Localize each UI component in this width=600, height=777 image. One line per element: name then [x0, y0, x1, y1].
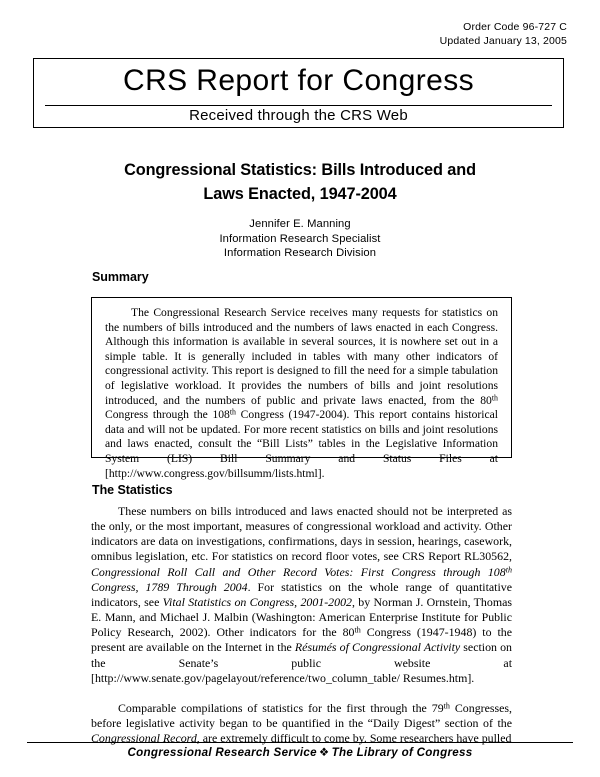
para2-text-3: are extremely difficult to come by. Some researchers have pulled [199, 731, 512, 746]
footer-left-text: Congressional Research Service [127, 746, 317, 759]
crs-banner-subtitle: Received through the CRS Web [189, 107, 408, 124]
summary-text-part-1: The Congressional Research Service receives many requests for statistics on the numbers of bills introduced and the numbers of laws enacted in each Congress. Although this information is available in several sources, it is nowhere set out in a simple table. It is generally included in tables with many other indicators of congressional activity. This report is designed to fill the need for a simple tabulation of legislative workload. It provides the numbers of bills and joint resolutions introduced, and the numbers of public and private laws enacted, from the 80 [105, 306, 498, 407]
summary-text-part-2: Congress through the 108 [105, 408, 230, 422]
summary-text-part-3: Congress (1947-2004). This report contains historical data and will not be updated. For more recent statistics on bills and joint resolutions and laws enacted, consult the “Bill Lists” tables in the Legislative Information System (LIS) Bill Summary and Status Files at [http://www.congress.gov/billsumm/lists.html]. [105, 408, 498, 480]
author-division: Information Research Division [223, 247, 377, 259]
page-title [70, 158, 530, 206]
statistics-heading: The Statistics [92, 483, 173, 497]
para1-text-3: , by Norman J. Ornstein, Thomas E. Mann, and Michael J. Malbin (Washington: American Enterprise Institute for Public Policy Research, 2002). Other indicators for the 80 [91, 594, 512, 640]
para1-citation-4: Résumés of Congressional Activity [294, 640, 461, 655]
para1-text-4: Congress (1947-1948) to the present are available on the Internet in the [91, 625, 512, 655]
para2-superscript-1: th [443, 701, 450, 711]
byline [0, 217, 600, 261]
diamond-icon: ❖ [318, 746, 330, 759]
summary-text [105, 306, 498, 481]
para1-text-2: . For statistics on the whole range of quantitative indicators, see [91, 579, 512, 609]
para1-superscript-1: th [505, 565, 512, 575]
updated-date: Updated January 13, 2005 [439, 35, 567, 47]
para2-citation-1: Congressional Record, [91, 731, 200, 746]
body-paragraph-1 [91, 504, 512, 686]
page-title-line-2: Laws Enacted, 1947-2004 [203, 185, 397, 203]
para1-citation-2: Congress, 1789 Through 2004 [91, 579, 248, 594]
para1-citation-3: Vital Statistics on Congress, 2001-2002 [162, 594, 352, 609]
body-paragraph-2 [91, 701, 512, 746]
para1-citation-1: Congressional Roll Call and Other Record Votes: First Congress through 108 [91, 564, 506, 579]
author-role: Information Research Specialist [219, 232, 381, 245]
crs-banner-title: CRS Report for Congress [123, 64, 474, 97]
author-name: Jennifer E. Manning [249, 218, 351, 230]
footer-divider [27, 742, 573, 743]
summary-heading: Summary [92, 270, 149, 284]
footer-right-text: The Library of Congress [331, 746, 473, 759]
order-code: Order Code 96-727 C [463, 21, 567, 33]
page-title-line-1: Congressional Statistics: Bills Introduced and [124, 161, 476, 179]
para1-text-5: section on the Senate’s public website at [http://www.senate.gov/pagelayout/reference/two_column_table/ Resumes.htm]. [91, 640, 512, 685]
summary-box [91, 297, 512, 480]
summary-superscript-1: th [491, 393, 498, 403]
para2-text-1: Comparable compilations of statistics for the first through the 79 [118, 701, 444, 715]
crs-banner [33, 58, 564, 128]
order-code-block [440, 20, 567, 48]
page-footer [0, 745, 600, 761]
para2-text-2: Congresses, before legislative activity began to be quantified in the “Daily Digest” section of the [91, 701, 513, 731]
para1-text-1: These numbers on bills introduced and laws enacted should not be interpreted as the only, or the most important, measures of congressional workload and activity. Other indicators are data on investigations, confirmations, days in session, hearings, casework, omnibus legislation, etc. For statistics on record floor votes, see CRS Report RL30562, [91, 504, 512, 564]
summary-superscript-2: th [229, 407, 236, 417]
para1-superscript-2: th [354, 625, 361, 635]
